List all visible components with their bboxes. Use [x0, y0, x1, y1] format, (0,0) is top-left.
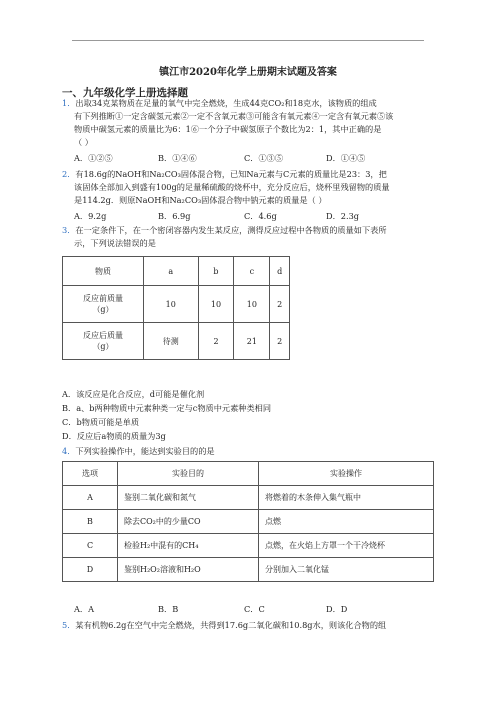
question-4 [62, 446, 215, 457]
table-cell: 检验H₂中混有的CH₄ [118, 534, 259, 558]
table-cell: 2 [270, 323, 290, 360]
question-1 [62, 98, 377, 109]
table-cell: 鉴别H₂O₂溶液和H₂O [118, 558, 259, 582]
table-cell: 分别加入二氧化锰 [259, 558, 434, 582]
option-b: B．B [158, 604, 179, 614]
table-header-cell: 实验目的 [118, 462, 259, 486]
table-header-cell: a [144, 257, 199, 286]
table-header-cell: 选项 [63, 462, 118, 486]
question-number: 4． [62, 446, 76, 456]
option-a: A．①②⑤ [74, 153, 113, 163]
question-2 [62, 169, 387, 180]
table-cell: B [63, 510, 118, 534]
table-cell: 2 [270, 286, 290, 323]
table-cell: 10 [234, 286, 270, 323]
table-cell: 2 [198, 323, 234, 360]
question-number: 1． [62, 98, 76, 108]
question-text: 该固体全部加入到盛有100g的足量稀硫酸的烧杯中，充分反应后，烧杯里残留物的质量 [74, 182, 390, 192]
table-row-label [63, 286, 144, 323]
table-cell: 10 [144, 286, 199, 323]
question-number: 5． [62, 620, 76, 630]
row-label-line: 反应后质量 [83, 331, 123, 340]
header-rule [72, 40, 424, 41]
option-d: D．①④⑤ [326, 153, 366, 163]
table-cell: 将燃着的木条伸入集气瓶中 [259, 486, 434, 510]
table-cell: C [63, 534, 118, 558]
table-cell: 点燃 [259, 510, 434, 534]
question-text: 物质中碳氢元素的质量比为6：1⑥一个分子中碳氢原子个数比为2：1，其中正确的是 [74, 124, 382, 134]
table-header-cell: b [198, 257, 234, 286]
question-3-option-c: C．b物质可能是单质 [62, 417, 140, 427]
table-header-row [63, 462, 434, 486]
option-c: C．4.6g [244, 211, 277, 221]
question-text: （ ） [74, 137, 93, 147]
page-title: 镇江市2020年化学上册期末试题及答案 [159, 67, 337, 78]
table-cell: 除去CO₂中的少量CO [118, 510, 259, 534]
table-cell: 10 [198, 286, 234, 323]
question-text: 有18.6g的NaOH和Na₂CO₃固体混合物，已知Na元素与C元素的质量比是23：3，把 [75, 169, 387, 179]
question-number: 3． [62, 225, 76, 235]
question-number: 2． [62, 169, 76, 179]
question-3-option-a: A．该反应是化合反应，d可能是催化剂 [62, 389, 205, 399]
table-header-cell: 物质 [63, 257, 144, 286]
table-cell: 待测 [144, 323, 199, 360]
question-text: 是114.2g．则原NaOH和Na₂CO₃固体混合物中钠元素的质量是（ ） [74, 195, 327, 205]
table-header-cell: c [234, 257, 270, 286]
option-d: D．D [326, 604, 348, 614]
table-cell: 鉴别二氧化碳和氮气 [118, 486, 259, 510]
option-b: B．6.9g [158, 211, 191, 221]
table-row [63, 510, 434, 534]
table-row-label [63, 323, 144, 360]
question-3-option-d: D．反应后a物质的质量为3g [62, 431, 166, 441]
question-text: 示，下列说法错误的是 [74, 238, 156, 248]
row-label-unit: （g） [92, 305, 114, 314]
table-header-cell: d [270, 257, 290, 286]
row-label-line: 反应前质量 [83, 294, 123, 303]
option-d: D．2.3g [326, 211, 360, 221]
table-cell: 21 [234, 323, 270, 360]
question-3 [62, 225, 387, 236]
table-header-cell: 实验操作 [259, 462, 434, 486]
experiment-table [62, 461, 434, 582]
table-row [63, 486, 434, 510]
question-3-option-b: B．a、b两种物质中元素种类一定与c物质中元素种类相同 [62, 403, 272, 413]
table-cell: A [63, 486, 118, 510]
question-text: 有下列推断①一定含碳氢元素②一定不含氧元素③可能含有氧元素④一定含有氧元素⑤该 [74, 111, 394, 121]
table-header-row [63, 257, 290, 286]
question-text: 在一定条件下，在一个密闭容器内发生某反应，测得反应过程中各物质的质量如下表所 [75, 225, 387, 235]
option-a: A．9.2g [74, 211, 107, 221]
question-text: 某有机物6.2g在空气中完全燃烧，共得到17.6g二氧化碳和10.8g水，则该化合物的组 [75, 620, 387, 630]
question-5 [62, 620, 386, 631]
option-c: C．C [244, 604, 265, 614]
mass-table [62, 256, 290, 360]
question-text: 下列实验操作中，能达到实验目的的是 [75, 446, 215, 456]
table-row [63, 286, 290, 323]
option-c: C．①③⑤ [244, 153, 284, 163]
table-cell: 点燃，在火焰上方罩一个干冷烧杯 [259, 534, 434, 558]
option-a: A．A [74, 604, 95, 614]
table-row [63, 558, 434, 582]
table-cell: D [63, 558, 118, 582]
row-label-unit: （g） [92, 342, 114, 351]
table-row [63, 323, 290, 360]
section-heading: 一、九年级化学上册选择题 [62, 87, 188, 99]
option-b: B．①④⑥ [158, 153, 197, 163]
question-text: 出取34克某物质在足量的氧气中完全燃烧，生成44克CO₂和18克水，该物质的组成 [75, 98, 377, 108]
table-row [63, 534, 434, 558]
